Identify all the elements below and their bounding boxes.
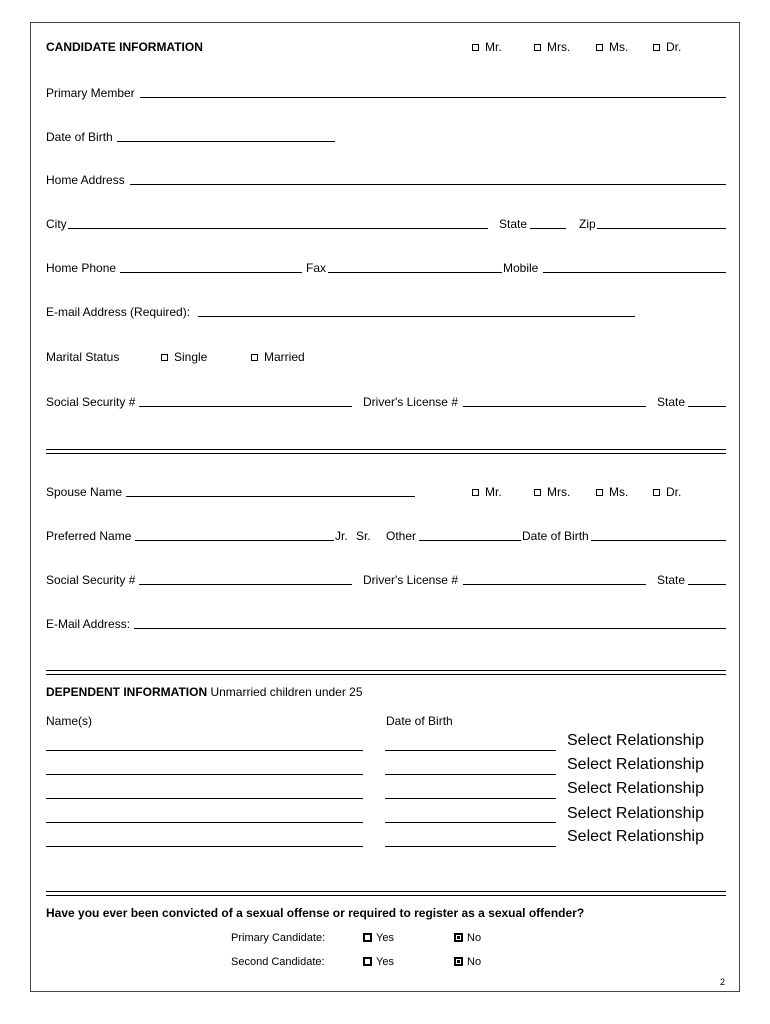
home-address-field[interactable] [130,184,726,185]
zip-field[interactable] [597,228,726,229]
city-field[interactable] [68,228,488,229]
dob-label: Date of Birth [46,130,113,144]
ssn-field[interactable] [139,406,352,407]
dependent-dob-field[interactable] [385,846,556,847]
spouse-ssn-field[interactable] [139,584,352,585]
primary-yes-option[interactable]: Yes [363,931,394,945]
single-option[interactable]: Single [161,350,207,364]
spouse-title-ms-option[interactable]: Ms. [596,485,628,499]
title-mr-option[interactable]: Mr. [472,40,502,54]
spouse-email-label: E-Mail Address: [46,617,131,631]
spouse-dl-state-label: State [657,573,686,587]
primary-member-field[interactable] [140,97,726,98]
preferred-name-field[interactable] [135,540,334,541]
section-divider [46,449,726,454]
dependent-dob-field[interactable] [385,798,556,799]
fax-field[interactable] [328,272,502,273]
checkbox-icon[interactable] [472,44,479,51]
mobile-field[interactable] [543,272,726,273]
home-phone-field[interactable] [120,272,302,273]
title-ms-option[interactable]: Ms. [596,40,628,54]
checkbox-icon[interactable] [653,489,660,496]
relationship-select[interactable]: Select Relationship [567,805,704,822]
preferred-name-label: Preferred Name [46,529,132,543]
section-divider [46,670,726,675]
checkbox-icon[interactable] [251,354,258,361]
second-candidate-label: Second Candidate: [231,956,325,968]
state-label: State [499,217,528,231]
relationship-select[interactable]: Select Relationship [567,756,704,773]
dependent-dob-label: Date of Birth [386,714,453,728]
checkbox-icon[interactable] [363,933,372,942]
checked-checkbox-icon[interactable] [454,933,463,942]
names-label: Name(s) [46,714,93,728]
fax-label: Fax [306,261,327,275]
other-label: Other [386,529,417,543]
checkbox-icon[interactable] [472,489,479,496]
relationship-select[interactable]: Select Relationship [567,732,704,749]
section-divider [46,891,726,896]
spouse-name-field[interactable] [126,496,415,497]
dl-state-field[interactable] [688,406,726,407]
dependent-dob-field[interactable] [385,822,556,823]
title-dr-option[interactable]: Dr. [653,40,681,54]
checkbox-icon[interactable] [161,354,168,361]
dependent-heading-row [46,685,363,699]
dependent-dob-field[interactable] [385,774,556,775]
checkbox-icon[interactable] [596,489,603,496]
spouse-drivers-license-field[interactable] [463,584,646,585]
title-mrs-option[interactable]: Mrs. [534,40,570,54]
spouse-drivers-license-label: Driver's License # [363,573,458,587]
offense-question: Have you ever been convicted of a sexual offense or required to register as a sexual offender? [46,906,585,920]
spouse-email-field[interactable] [134,628,726,629]
home-phone-label: Home Phone [46,261,117,275]
state-field[interactable] [530,228,566,229]
dependent-name-field[interactable] [46,774,363,775]
dependent-name-field[interactable] [46,798,363,799]
married-option[interactable]: Married [251,350,305,364]
dependent-name-field[interactable] [46,822,363,823]
email-field[interactable] [198,316,635,317]
spouse-dl-state-field[interactable] [688,584,726,585]
spouse-name-label: Spouse Name [46,485,123,499]
city-label: City [46,217,67,231]
sr-option[interactable]: Sr. [356,529,371,543]
ssn-label: Social Security # [46,395,136,409]
checkbox-icon[interactable] [534,44,541,51]
dob-field[interactable] [117,141,335,142]
checked-checkbox-icon[interactable] [454,957,463,966]
page-number: 2 [720,977,726,987]
dl-state-label: State [657,395,686,409]
jr-option[interactable]: Jr. [335,529,348,543]
second-yes-option[interactable]: Yes [363,955,394,969]
dependent-name-field[interactable] [46,750,363,751]
second-no-option[interactable]: No [454,955,481,969]
dependent-name-field[interactable] [46,846,363,847]
spouse-title-dr-option[interactable]: Dr. [653,485,681,499]
primary-candidate-label: Primary Candidate: [231,932,326,944]
dependent-heading: DEPENDENT INFORMATION [46,685,208,699]
primary-no-option[interactable]: No [454,931,481,945]
home-address-label: Home Address [46,173,125,187]
email-label: E-mail Address (Required): [46,305,191,319]
drivers-license-label: Driver's License # [363,395,458,409]
spouse-ssn-label: Social Security # [46,573,136,587]
spouse-dob-field[interactable] [591,540,726,541]
checkbox-icon[interactable] [363,957,372,966]
dependent-dob-field[interactable] [385,750,556,751]
marital-status-label: Marital Status [46,350,120,364]
drivers-license-field[interactable] [463,406,646,407]
checkbox-icon[interactable] [534,489,541,496]
zip-label: Zip [579,217,596,231]
relationship-select[interactable]: Select Relationship [567,828,704,845]
spouse-dob-label: Date of Birth [522,529,589,543]
relationship-select[interactable]: Select Relationship [567,780,704,797]
candidate-heading: CANDIDATE INFORMATION [46,40,203,54]
dependent-subheading: Unmarried children under 25 [210,685,363,699]
spouse-title-mrs-option[interactable]: Mrs. [534,485,570,499]
spouse-title-mr-option[interactable]: Mr. [472,485,502,499]
primary-member-label: Primary Member [46,86,135,100]
other-field[interactable] [419,540,521,541]
mobile-label: Mobile [503,261,539,275]
checkbox-icon[interactable] [596,44,603,51]
checkbox-icon[interactable] [653,44,660,51]
